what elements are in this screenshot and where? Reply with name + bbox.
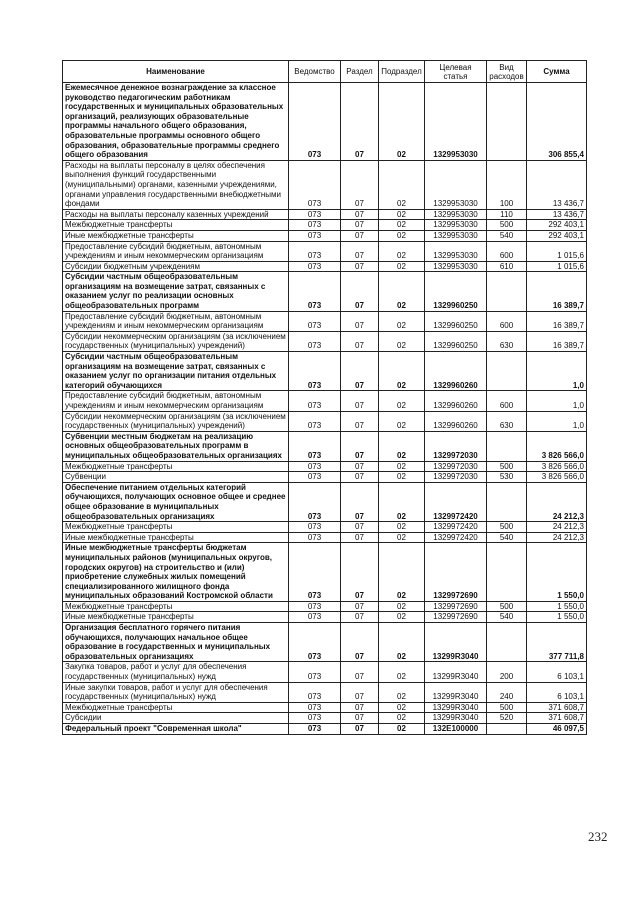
cell-cel-statya: 1329972690 xyxy=(425,612,487,623)
cell-vedomstvo: 073 xyxy=(289,623,341,662)
cell-razdel: 07 xyxy=(341,431,379,461)
cell-vid-rashodov xyxy=(487,623,527,662)
cell-name: Иные межбюджетные трансферты xyxy=(63,532,289,543)
cell-summa: 6 103,1 xyxy=(527,682,587,702)
cell-vid-rashodov: 540 xyxy=(487,230,527,241)
cell-cel-statya: 1329953030 xyxy=(425,160,487,209)
table-header-row xyxy=(63,61,587,83)
table-row xyxy=(63,411,587,431)
cell-summa: 1 550,0 xyxy=(527,543,587,602)
cell-cel-statya: 13299R3040 xyxy=(425,662,487,682)
cell-name: Ежемесячное денежное вознаграждение за классное руководство педагогическим работникам государственных и муниципальных образовательных организаций, реализующих образовательные программы начального общего образования, образовательные программы основного общего образования, образовательные программы среднего общего образования xyxy=(63,83,289,161)
cell-vid-rashodov xyxy=(487,83,527,161)
cell-podrazdel: 02 xyxy=(379,522,425,533)
cell-name: Субвенции xyxy=(63,472,289,483)
cell-razdel: 07 xyxy=(341,522,379,533)
cell-razdel: 07 xyxy=(341,713,379,724)
cell-cel-statya: 13299R3040 xyxy=(425,713,487,724)
cell-name: Расходы на выплаты персоналу в целях обеспечения выполнения функций государственными (муниципальными) органами, казенными учреждениями, органами управления государственными внебюджетными фондами xyxy=(63,160,289,209)
table-row xyxy=(63,702,587,713)
cell-name: Субсидии частным общеобразовательным организациям на возмещение затрат, связанных с оказанием услуг по реализации основных общеобразовательных программ xyxy=(63,272,289,311)
cell-razdel: 07 xyxy=(341,682,379,702)
cell-cel-statya: 13299R3040 xyxy=(425,702,487,713)
cell-vid-rashodov: 500 xyxy=(487,702,527,713)
table-row xyxy=(63,612,587,623)
cell-summa: 46 097,5 xyxy=(527,724,587,735)
cell-vedomstvo: 073 xyxy=(289,261,341,272)
cell-name: Федеральный проект "Современная школа" xyxy=(63,724,289,735)
cell-vid-rashodov xyxy=(487,431,527,461)
table-row xyxy=(63,241,587,261)
cell-vedomstvo: 073 xyxy=(289,713,341,724)
cell-vedomstvo: 073 xyxy=(289,662,341,682)
cell-summa: 1,0 xyxy=(527,352,587,391)
cell-name: Иные межбюджетные трансферты xyxy=(63,230,289,241)
cell-name: Расходы на выплаты персоналу казенных учреждений xyxy=(63,209,289,220)
table-row xyxy=(63,331,587,351)
cell-vid-rashodov: 110 xyxy=(487,209,527,220)
table-row xyxy=(63,472,587,483)
table-row xyxy=(63,160,587,209)
cell-cel-statya: 1329972420 xyxy=(425,522,487,533)
cell-cel-statya: 1329960250 xyxy=(425,311,487,331)
cell-vedomstvo: 073 xyxy=(289,241,341,261)
cell-vedomstvo: 073 xyxy=(289,272,341,311)
cell-summa: 1,0 xyxy=(527,391,587,411)
cell-razdel: 07 xyxy=(341,241,379,261)
table-row xyxy=(63,272,587,311)
table-row xyxy=(63,482,587,521)
cell-vid-rashodov: 500 xyxy=(487,601,527,612)
cell-summa: 1 015,6 xyxy=(527,241,587,261)
cell-razdel: 07 xyxy=(341,160,379,209)
table-row xyxy=(63,522,587,533)
cell-razdel: 07 xyxy=(341,331,379,351)
cell-vedomstvo: 073 xyxy=(289,461,341,472)
cell-vedomstvo: 073 xyxy=(289,612,341,623)
cell-podrazdel: 02 xyxy=(379,230,425,241)
cell-podrazdel: 02 xyxy=(379,601,425,612)
cell-vedomstvo: 073 xyxy=(289,522,341,533)
table-row xyxy=(63,311,587,331)
cell-cel-statya: 13299R3040 xyxy=(425,623,487,662)
cell-summa: 306 855,4 xyxy=(527,83,587,161)
table-row xyxy=(63,431,587,461)
cell-cel-statya: 13299R3040 xyxy=(425,682,487,702)
cell-razdel: 07 xyxy=(341,230,379,241)
cell-vedomstvo: 073 xyxy=(289,431,341,461)
cell-podrazdel: 02 xyxy=(379,272,425,311)
cell-razdel: 07 xyxy=(341,220,379,231)
cell-vedomstvo: 073 xyxy=(289,230,341,241)
cell-name: Обеспечение питанием отдельных категорий обучающихся, получающих основное общее и среднее общее образование в муниципальных общеобразовательных организациях xyxy=(63,482,289,521)
page-number: 232 xyxy=(588,829,608,844)
cell-summa: 24 212,3 xyxy=(527,482,587,521)
cell-name: Субсидии частным общеобразовательным организациям на возмещение затрат, связанных с оказанием услуг по организации питания отдельных категорий обучающихся xyxy=(63,352,289,391)
cell-podrazdel: 02 xyxy=(379,431,425,461)
cell-podrazdel: 02 xyxy=(379,532,425,543)
cell-podrazdel: 02 xyxy=(379,411,425,431)
cell-vedomstvo: 073 xyxy=(289,472,341,483)
header-vid-rashodov: Вид расходов xyxy=(487,61,527,83)
cell-vid-rashodov xyxy=(487,724,527,735)
table-row xyxy=(63,623,587,662)
table-row xyxy=(63,601,587,612)
table-row xyxy=(63,662,587,682)
cell-razdel: 07 xyxy=(341,482,379,521)
cell-name: Иные межбюджетные трансферты xyxy=(63,612,289,623)
cell-summa: 3 826 566,0 xyxy=(527,431,587,461)
cell-razdel: 07 xyxy=(341,724,379,735)
cell-summa: 13 436,7 xyxy=(527,209,587,220)
cell-name: Иные межбюджетные трансферты бюджетам муниципальных районов (муниципальных округов, городских округов) на строительство и (или) приобретение служебных жилых помещений специализированного жилищного фонда муниципальных образований Костромской области xyxy=(63,543,289,602)
table-row xyxy=(63,532,587,543)
cell-podrazdel: 02 xyxy=(379,241,425,261)
table-row xyxy=(63,209,587,220)
cell-vedomstvo: 073 xyxy=(289,724,341,735)
cell-vid-rashodov: 540 xyxy=(487,612,527,623)
cell-vedomstvo: 073 xyxy=(289,331,341,351)
cell-name: Субсидии некоммерческим организациям (за исключением государственных (муниципальных) учреждений) xyxy=(63,411,289,431)
cell-name: Субсидии некоммерческим организациям (за исключением государственных (муниципальных) учреждений) xyxy=(63,331,289,351)
header-name: Наименование xyxy=(63,61,289,83)
cell-podrazdel: 02 xyxy=(379,331,425,351)
cell-summa: 292 403,1 xyxy=(527,220,587,231)
cell-summa: 24 212,3 xyxy=(527,532,587,543)
cell-summa: 371 608,7 xyxy=(527,713,587,724)
cell-cel-statya: 1329960260 xyxy=(425,391,487,411)
cell-vid-rashodov: 200 xyxy=(487,662,527,682)
cell-summa: 13 436,7 xyxy=(527,160,587,209)
cell-summa: 6 103,1 xyxy=(527,662,587,682)
cell-cel-statya: 1329972420 xyxy=(425,482,487,521)
cell-vid-rashodov: 630 xyxy=(487,411,527,431)
cell-cel-statya: 1329972690 xyxy=(425,543,487,602)
cell-podrazdel: 02 xyxy=(379,713,425,724)
cell-cel-statya: 1329960260 xyxy=(425,352,487,391)
cell-name: Субсидии xyxy=(63,713,289,724)
cell-name: Иные закупки товаров, работ и услуг для обеспечения государственных (муниципальных) нужд xyxy=(63,682,289,702)
cell-cel-statya: 1329953030 xyxy=(425,230,487,241)
cell-vedomstvo: 073 xyxy=(289,682,341,702)
cell-vedomstvo: 073 xyxy=(289,160,341,209)
cell-podrazdel: 02 xyxy=(379,702,425,713)
table-body xyxy=(63,83,587,735)
cell-razdel: 07 xyxy=(341,532,379,543)
cell-vedomstvo: 073 xyxy=(289,702,341,713)
cell-name: Субсидии бюджетным учреждениям xyxy=(63,261,289,272)
cell-vid-rashodov xyxy=(487,272,527,311)
cell-cel-statya: 1329953030 xyxy=(425,209,487,220)
cell-razdel: 07 xyxy=(341,623,379,662)
cell-razdel: 07 xyxy=(341,702,379,713)
cell-vid-rashodov: 600 xyxy=(487,241,527,261)
cell-vid-rashodov xyxy=(487,352,527,391)
cell-name: Организация бесплатного горячего питания обучающихся, получающих начальное общее образование в государственных и муниципальных образовательных организациях xyxy=(63,623,289,662)
cell-vid-rashodov: 500 xyxy=(487,461,527,472)
cell-cel-statya: 1329960250 xyxy=(425,331,487,351)
cell-summa: 1,0 xyxy=(527,411,587,431)
cell-vid-rashodov: 500 xyxy=(487,220,527,231)
cell-podrazdel: 02 xyxy=(379,612,425,623)
cell-razdel: 07 xyxy=(341,311,379,331)
cell-podrazdel: 02 xyxy=(379,461,425,472)
cell-vedomstvo: 073 xyxy=(289,352,341,391)
table-row xyxy=(63,83,587,161)
cell-vid-rashodov: 240 xyxy=(487,682,527,702)
header-razdel: Раздел xyxy=(341,61,379,83)
table-row xyxy=(63,352,587,391)
cell-vid-rashodov: 630 xyxy=(487,331,527,351)
cell-cel-statya: 1329953030 xyxy=(425,241,487,261)
cell-razdel: 07 xyxy=(341,411,379,431)
cell-cel-statya: 1329972030 xyxy=(425,431,487,461)
table-row xyxy=(63,220,587,231)
cell-razdel: 07 xyxy=(341,83,379,161)
cell-vedomstvo: 073 xyxy=(289,220,341,231)
cell-podrazdel: 02 xyxy=(379,220,425,231)
cell-cel-statya: 1329972030 xyxy=(425,472,487,483)
cell-summa: 1 550,0 xyxy=(527,612,587,623)
cell-summa: 16 389,7 xyxy=(527,311,587,331)
cell-razdel: 07 xyxy=(341,352,379,391)
cell-vedomstvo: 073 xyxy=(289,83,341,161)
cell-cel-statya: 1329953030 xyxy=(425,220,487,231)
cell-name: Межбюджетные трансферты xyxy=(63,220,289,231)
cell-podrazdel: 02 xyxy=(379,209,425,220)
cell-podrazdel: 02 xyxy=(379,472,425,483)
cell-cel-statya: 1329953030 xyxy=(425,83,487,161)
header-summa: Сумма xyxy=(527,61,587,83)
cell-podrazdel: 02 xyxy=(379,83,425,161)
cell-podrazdel: 02 xyxy=(379,724,425,735)
cell-name: Межбюджетные трансферты xyxy=(63,601,289,612)
cell-summa: 3 826 566,0 xyxy=(527,461,587,472)
cell-name: Межбюджетные трансферты xyxy=(63,702,289,713)
cell-cel-statya: 1329960250 xyxy=(425,272,487,311)
table-row xyxy=(63,682,587,702)
cell-summa: 371 608,7 xyxy=(527,702,587,713)
cell-name: Межбюджетные трансферты xyxy=(63,522,289,533)
cell-podrazdel: 02 xyxy=(379,482,425,521)
cell-summa: 1 550,0 xyxy=(527,601,587,612)
cell-podrazdel: 02 xyxy=(379,261,425,272)
cell-podrazdel: 02 xyxy=(379,391,425,411)
cell-summa: 24 212,3 xyxy=(527,522,587,533)
cell-vid-rashodov xyxy=(487,543,527,602)
cell-summa: 16 389,7 xyxy=(527,272,587,311)
cell-cel-statya: 1329972690 xyxy=(425,601,487,612)
header-cel-statya: Целевая статья xyxy=(425,61,487,83)
cell-vid-rashodov: 100 xyxy=(487,160,527,209)
cell-vedomstvo: 073 xyxy=(289,391,341,411)
cell-summa: 377 711,8 xyxy=(527,623,587,662)
cell-razdel: 07 xyxy=(341,209,379,220)
cell-vedomstvo: 073 xyxy=(289,411,341,431)
cell-summa: 292 403,1 xyxy=(527,230,587,241)
table-row xyxy=(63,713,587,724)
budget-table xyxy=(62,60,587,735)
cell-vid-rashodov xyxy=(487,482,527,521)
table-row xyxy=(63,391,587,411)
cell-name: Закупка товаров, работ и услуг для обеспечения государственных (муниципальных) нужд xyxy=(63,662,289,682)
cell-podrazdel: 02 xyxy=(379,160,425,209)
table-row xyxy=(63,230,587,241)
cell-razdel: 07 xyxy=(341,272,379,311)
header-podrazdel: Подраздел xyxy=(379,61,425,83)
table-row xyxy=(63,724,587,735)
cell-name: Предоставление субсидий бюджетным, автономным учреждениям и иным некоммерческим организациям xyxy=(63,391,289,411)
cell-vedomstvo: 073 xyxy=(289,601,341,612)
cell-razdel: 07 xyxy=(341,543,379,602)
cell-razdel: 07 xyxy=(341,662,379,682)
cell-vid-rashodov: 610 xyxy=(487,261,527,272)
cell-razdel: 07 xyxy=(341,612,379,623)
cell-cel-statya: 1329972420 xyxy=(425,532,487,543)
cell-vid-rashodov: 600 xyxy=(487,311,527,331)
cell-cel-statya: 1329953030 xyxy=(425,261,487,272)
table-row xyxy=(63,461,587,472)
document-page xyxy=(62,60,586,735)
cell-vid-rashodov: 530 xyxy=(487,472,527,483)
cell-vid-rashodov: 600 xyxy=(487,391,527,411)
cell-podrazdel: 02 xyxy=(379,543,425,602)
cell-razdel: 07 xyxy=(341,601,379,612)
cell-name: Межбюджетные трансферты xyxy=(63,461,289,472)
cell-razdel: 07 xyxy=(341,461,379,472)
cell-name: Предоставление субсидий бюджетным, автономным учреждениям и иным некоммерческим организациям xyxy=(63,241,289,261)
header-vedomstvo: Ведомство xyxy=(289,61,341,83)
cell-razdel: 07 xyxy=(341,472,379,483)
cell-podrazdel: 02 xyxy=(379,623,425,662)
cell-vid-rashodov: 500 xyxy=(487,522,527,533)
cell-podrazdel: 02 xyxy=(379,682,425,702)
cell-summa: 3 826 566,0 xyxy=(527,472,587,483)
cell-vedomstvo: 073 xyxy=(289,311,341,331)
cell-vid-rashodov: 520 xyxy=(487,713,527,724)
cell-vid-rashodov: 540 xyxy=(487,532,527,543)
cell-vedomstvo: 073 xyxy=(289,209,341,220)
cell-summa: 16 389,7 xyxy=(527,331,587,351)
cell-razdel: 07 xyxy=(341,391,379,411)
cell-cel-statya: 132E100000 xyxy=(425,724,487,735)
cell-vedomstvo: 073 xyxy=(289,532,341,543)
cell-podrazdel: 02 xyxy=(379,352,425,391)
cell-cel-statya: 1329960260 xyxy=(425,411,487,431)
cell-podrazdel: 02 xyxy=(379,662,425,682)
cell-podrazdel: 02 xyxy=(379,311,425,331)
table-row xyxy=(63,543,587,602)
cell-name: Субвенции местным бюджетам на реализацию основных общеобразовательных программ в муниципальных общеобразовательных организациях xyxy=(63,431,289,461)
cell-vedomstvo: 073 xyxy=(289,543,341,602)
cell-summa: 1 015,6 xyxy=(527,261,587,272)
cell-vedomstvo: 073 xyxy=(289,482,341,521)
cell-cel-statya: 1329972030 xyxy=(425,461,487,472)
cell-razdel: 07 xyxy=(341,261,379,272)
table-row xyxy=(63,261,587,272)
cell-name: Предоставление субсидий бюджетным, автономным учреждениям и иным некоммерческим организациям xyxy=(63,311,289,331)
